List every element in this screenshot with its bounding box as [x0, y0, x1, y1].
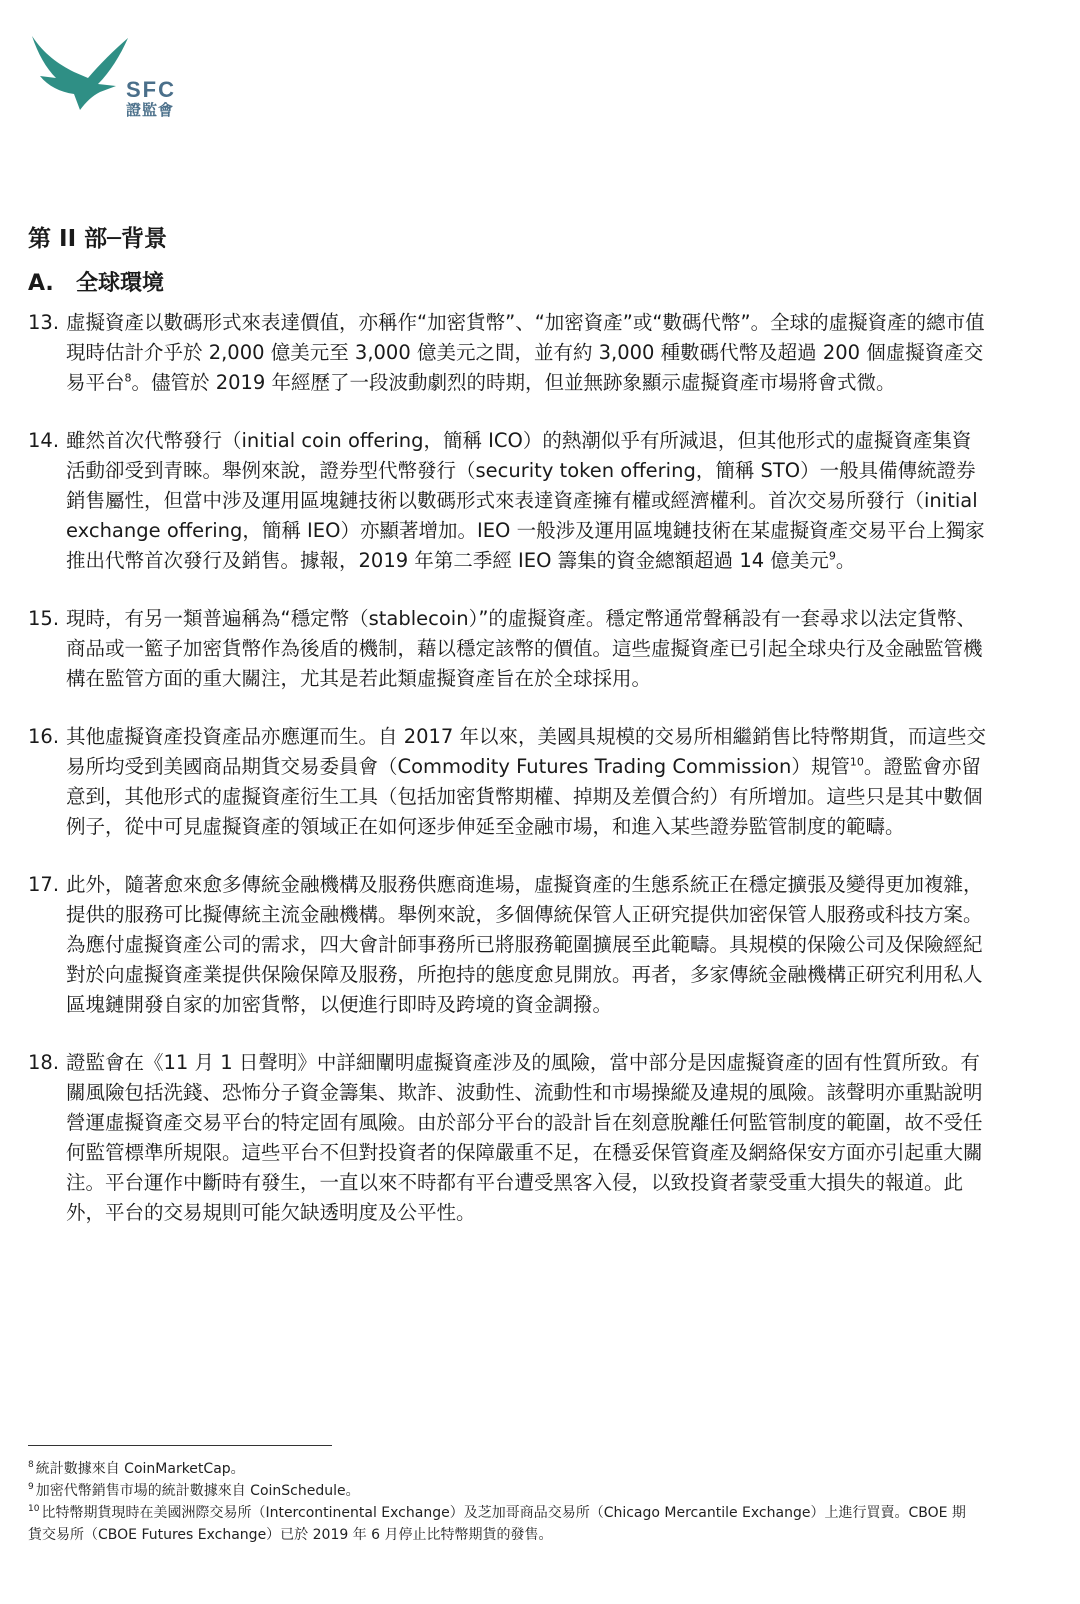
footnote-number: 8: [28, 1460, 34, 1471]
paragraph-number: 18.: [28, 1051, 60, 1074]
paragraph-number: 14.: [28, 429, 60, 452]
footnote-number: 10: [28, 1504, 40, 1515]
paragraph-18: [28, 1048, 988, 1228]
paragraph-number: 13.: [28, 311, 60, 334]
footnote-divider: [28, 1445, 332, 1446]
footnote-9: [28, 1480, 978, 1502]
footnote-number: 9: [28, 1482, 34, 1493]
paragraph-text: 其他虛擬資產投資產品亦應運而生。自 2017 年以來，美國具規模的交易所相繼銷售比特幣期貨，而這些交易所均受到美國商品期貨交易委員會（Commodity Futures Trading Commission）規管: [66, 725, 987, 778]
footnote-text: 比特幣期貨現時在美國洲際交易所（Intercontinental Exchange）及芝加哥商品交易所（Chicago Mercantile Exchange）上進行買賣。CBOE 期貨交易所（CBOE Futures Exchange）已於 2019 年 6 月停止比特幣期貨的發售。: [28, 1505, 966, 1543]
paragraph-text-cont: 。儘管於 2019 年經歷了一段波動劇烈的時期，但並無跡象顯示虛擬資產市場將會式微。: [131, 371, 896, 394]
footnote-ref: 8: [124, 371, 132, 385]
paragraph-14: [28, 426, 988, 576]
paragraph-17: [28, 870, 988, 1020]
paragraph-text: 證監會在《11 月 1 日聲明》中詳細闡明虛擬資產涉及的風險，當中部分是因虛擬資產的固有性質所致。有關風險包括洗錢、恐怖分子資金籌集、欺詐、波動性、流動性和市場操縱及違規的風險。該聲明亦重點說明營運虛擬資產交易平台的特定固有風險。由於部分平台的設計旨在刻意脫離任何監管制度的範圍，故不受任何監管標準所規限。這些平台不但對投資者的保障嚴重不足，在穩妥保管資產及網絡保安方面亦引起重大關注。平台運作中斷時有發生，一直以來不時都有平台遭受黑客入侵，以致投資者蒙受重大損失的報道。此外，平台的交易規則可能欠缺透明度及公平性。: [66, 1051, 983, 1224]
paragraph-16: [28, 722, 988, 842]
sfc-logo: [30, 34, 190, 134]
part-title: 第 II 部─背景: [28, 226, 167, 252]
footnote-8: [28, 1458, 978, 1480]
paragraph-text: 此外，隨著愈來愈多傳統金融機構及服務供應商進場，虛擬資產的生態系統正在穩定擴張及變得更加複雜，提供的服務可比擬傳統主流金融機構。舉例來說，多個傳統保管人正研究提供加密保管人服務或科技方案。為應付虛擬資產公司的需求，四大會計師事務所已將服務範圍擴展至此範疇。具規模的保險公司及保險經紀對於向虛擬資產業提供保險保障及服務，所抱持的態度愈見開放。再者，多家傳統金融機構正研究利用私人區塊鏈開發自家的加密貨幣，以便進行即時及跨境的資金調撥。: [66, 873, 983, 1016]
footnote-ref: 10: [849, 755, 864, 769]
paragraph-list: [28, 308, 988, 1256]
paragraph-15: [28, 604, 988, 694]
paragraph-13: [28, 308, 988, 398]
paragraph-text: 雖然首次代幣發行（initial coin offering，簡稱 ICO）的熱潮似乎有所減退，但其他形式的虛擬資產集資活動卻受到青睞。舉例來說，證券型代幣發行（security token offering，簡稱 STO）一般具備傳統證券銷售屬性，但當中涉及運用區塊鏈技術以數碼形式來表達資產擁有權或經濟權利。首次交易所發行（initial exchange offering，簡稱 IEO）亦顯著增加。IEO 一般涉及運用區塊鏈技術在某虛擬資產交易平台上獨家推出代幣首次發行及銷售。據報，2019 年第二季經 IEO 籌集的資金總額超過 14 億美元: [66, 429, 985, 572]
footnote-text: 加密代幣銷售市場的統計數據來自 CoinSchedule。: [35, 1483, 360, 1499]
paragraph-number: 15.: [28, 607, 60, 630]
section-letter: A.: [28, 271, 54, 296]
paragraph-number: 17.: [28, 873, 60, 896]
section-title: [28, 266, 164, 297]
paragraph-text-cont: 。: [835, 549, 856, 572]
footnote-text: 統計數據來自 CoinMarketCap。: [35, 1461, 245, 1477]
logo-chinese: 證監會: [126, 102, 175, 119]
paragraph-number: 16.: [28, 725, 60, 748]
paragraph-text-cont: 。證監會亦留意到，其他形式的虛擬資產衍生工具（包括加密貨幣期權、掉期及差價合約）有所增加。這些只是其中數個例子，從中可見虛擬資產的領域正在如何逐步伸延至金融市場，和進入某些證券監管制度的範疇。: [66, 755, 983, 838]
paragraph-text: 虛擬資產以數碼形式來表達價值，亦稱作“加密貨幣”、“加密資產”或“數碼代幣”。全球的虛擬資產的總市值現時估計介乎於 2,000 億美元至 3,000 億美元之間，並有約 3,000 種數碼代幣及超過 200 個虛擬資產交易平台: [66, 311, 985, 394]
logo-text: [126, 78, 176, 120]
footnote-10: [28, 1502, 978, 1546]
logo-abbr: SFC: [126, 77, 176, 102]
section-heading: 全球環境: [76, 271, 165, 296]
footnotes: [28, 1458, 978, 1546]
footnote-ref: 9: [828, 549, 836, 563]
paragraph-text: 現時，有另一類普遍稱為“穩定幣（stablecoin）”的虛擬資產。穩定幣通常聲稱設有一套尋求以法定貨幣、商品或一籃子加密貨幣作為後盾的機制，藉以穩定該幣的價值。這些虛擬資產已引起全球央行及金融監管機構在監管方面的重大關注，尤其是若此類虛擬資產旨在於全球採用。: [66, 607, 983, 690]
eagle-icon: [30, 34, 130, 114]
